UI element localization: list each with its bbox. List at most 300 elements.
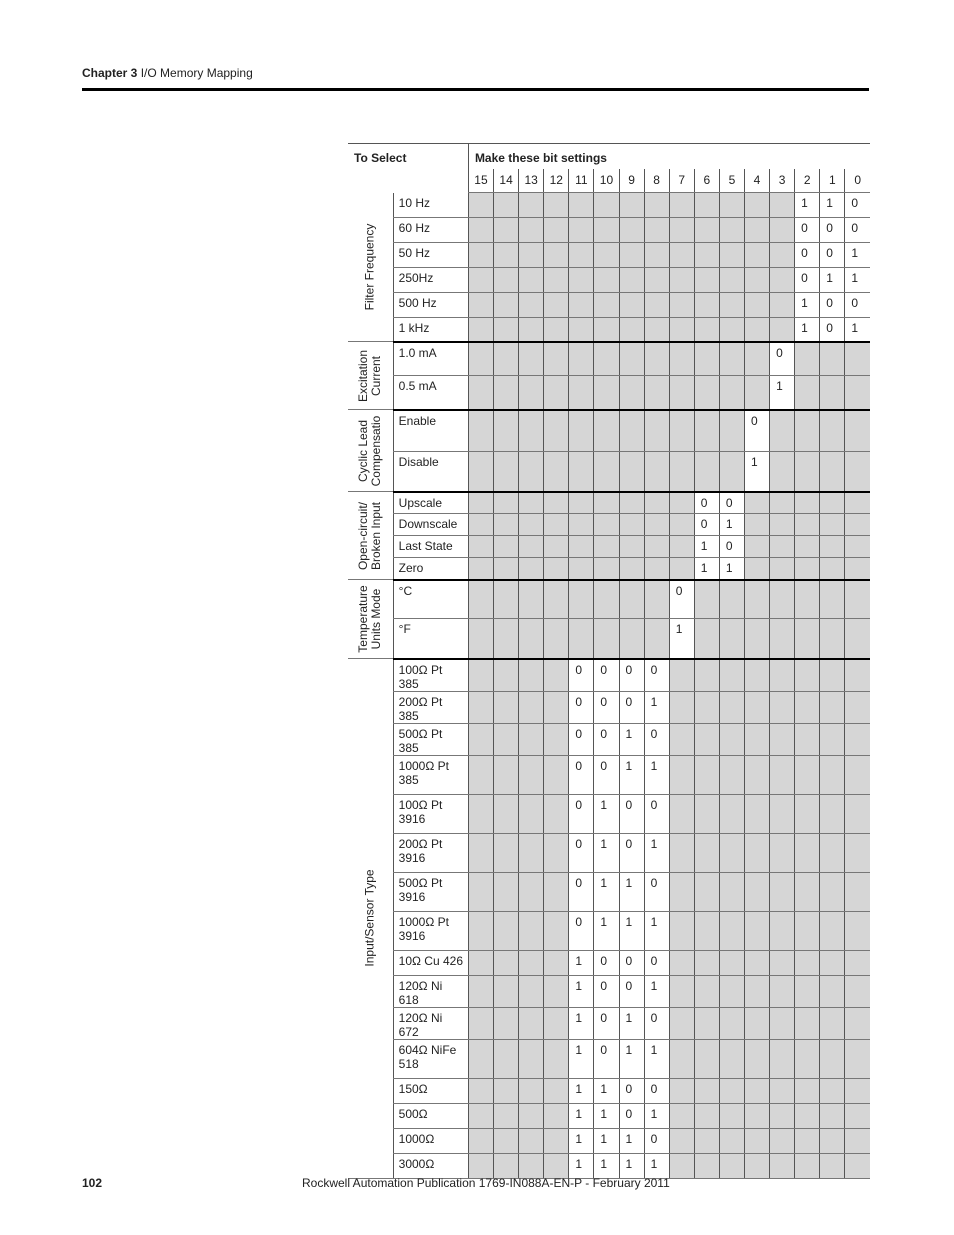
bit-13-cell xyxy=(519,755,544,794)
bit-1-cell xyxy=(820,558,845,580)
bit-4-cell xyxy=(744,950,769,975)
bit-4-cell xyxy=(744,1153,769,1178)
bit-1-cell xyxy=(820,1078,845,1103)
bit-11-cell: 0 xyxy=(569,911,594,950)
bit-1-cell: 1 xyxy=(820,193,845,218)
bit-10-cell: 0 xyxy=(594,755,619,794)
group-label xyxy=(357,585,383,652)
bit-5-cell xyxy=(719,1078,744,1103)
bit-6-cell xyxy=(694,872,719,911)
group-label-line1: Cyclic Lead xyxy=(356,419,371,482)
table-row xyxy=(348,243,870,268)
bit-0-cell xyxy=(845,1128,870,1153)
group-label-line2: Current xyxy=(369,355,384,396)
group-label-line1: Input/Sensor Type xyxy=(362,869,377,967)
bit-3-cell xyxy=(770,975,795,1007)
bit-8-cell: 1 xyxy=(644,833,669,872)
setting-label: 0.5 mA xyxy=(393,376,468,410)
setting-label: 200Ω Pt 385 xyxy=(393,691,468,723)
bit-4-cell xyxy=(744,691,769,723)
setting-label: 10 Hz xyxy=(393,193,468,218)
bit-10-cell xyxy=(594,514,619,536)
group-label-cell xyxy=(348,193,393,342)
bit-12-cell xyxy=(544,514,569,536)
bit-1-cell xyxy=(820,872,845,911)
bit-2-cell xyxy=(795,536,820,558)
bit-13-cell xyxy=(519,1039,544,1078)
bit-4-cell xyxy=(744,659,769,692)
bit-1-cell: 1 xyxy=(820,268,845,293)
bit-6-cell: 1 xyxy=(694,536,719,558)
bit-15-cell xyxy=(468,514,493,536)
bit-14-cell xyxy=(494,492,519,514)
bit-4-cell xyxy=(744,536,769,558)
bit-5-cell xyxy=(719,833,744,872)
bit-1-cell xyxy=(820,1128,845,1153)
bit-12-cell xyxy=(544,580,569,619)
bit-header-5: 5 xyxy=(719,169,744,193)
bit-3-cell xyxy=(770,619,795,659)
bit-header-9: 9 xyxy=(619,169,644,193)
to-select-header: To Select xyxy=(348,144,468,169)
bit-6-cell xyxy=(694,376,719,410)
bit-6-cell xyxy=(694,950,719,975)
bit-3-cell xyxy=(770,755,795,794)
bit-12-cell xyxy=(544,691,569,723)
bit-3-cell xyxy=(770,1103,795,1128)
bit-13-cell xyxy=(519,268,544,293)
bit-15-cell xyxy=(468,342,493,376)
bit-14-cell xyxy=(494,1128,519,1153)
bit-2-cell xyxy=(795,1078,820,1103)
bit-13-cell xyxy=(519,580,544,619)
bit-3-cell xyxy=(770,833,795,872)
setting-label: 50 Hz xyxy=(393,243,468,268)
bit-0-cell xyxy=(845,1039,870,1078)
bit-14-cell xyxy=(494,872,519,911)
bit-13-cell xyxy=(519,1153,544,1178)
bit-6-cell xyxy=(694,410,719,452)
bit-10-cell xyxy=(594,342,619,376)
bit-11-cell: 1 xyxy=(569,1153,594,1178)
bit-7-cell xyxy=(669,911,694,950)
bit-6-cell xyxy=(694,243,719,268)
setting-label: 500Ω Pt 3916 xyxy=(393,872,468,911)
setting-label: 60 Hz xyxy=(393,218,468,243)
bit-header-6: 6 xyxy=(694,169,719,193)
setting-label: Zero xyxy=(393,558,468,580)
bit-14-cell xyxy=(494,376,519,410)
bit-3-cell xyxy=(770,558,795,580)
bit-6-cell xyxy=(694,452,719,492)
bit-1-cell xyxy=(820,492,845,514)
bit-1-cell xyxy=(820,1103,845,1128)
setting-label: 120Ω Ni 618 xyxy=(393,975,468,1007)
bit-9-cell xyxy=(619,376,644,410)
bit-3-cell xyxy=(770,410,795,452)
bit-4-cell xyxy=(744,619,769,659)
bit-11-cell xyxy=(569,318,594,342)
bit-0-cell: 0 xyxy=(845,293,870,318)
bit-1-cell xyxy=(820,1007,845,1039)
bit-6-cell xyxy=(694,1153,719,1178)
bit-10-cell xyxy=(594,558,619,580)
bit-6-cell xyxy=(694,580,719,619)
bit-11-cell xyxy=(569,536,594,558)
table-row xyxy=(348,514,870,536)
bit-10-cell: 0 xyxy=(594,1039,619,1078)
table-row xyxy=(348,452,870,492)
bit-header-3: 3 xyxy=(770,169,795,193)
table-row xyxy=(348,193,870,218)
bit-header-0: 0 xyxy=(845,169,870,193)
bit-12-cell xyxy=(544,723,569,755)
bit-7-cell xyxy=(669,872,694,911)
bit-10-cell xyxy=(594,218,619,243)
bit-5-cell xyxy=(719,1007,744,1039)
group-label xyxy=(357,415,383,486)
table-row xyxy=(348,318,870,342)
bit-6-cell xyxy=(694,342,719,376)
bit-14-cell xyxy=(494,723,519,755)
bit-11-cell: 0 xyxy=(569,659,594,692)
bit-14-cell xyxy=(494,218,519,243)
bit-5-cell xyxy=(719,911,744,950)
bit-10-cell: 1 xyxy=(594,911,619,950)
bit-10-cell: 0 xyxy=(594,659,619,692)
bit-3-cell xyxy=(770,218,795,243)
table-row xyxy=(348,1128,870,1153)
bit-1-cell: 0 xyxy=(820,293,845,318)
bit-14-cell xyxy=(494,1007,519,1039)
bit-8-cell: 0 xyxy=(644,1078,669,1103)
bit-2-cell xyxy=(795,558,820,580)
setting-label: 150Ω xyxy=(393,1078,468,1103)
bit-13-cell xyxy=(519,452,544,492)
bit-4-cell xyxy=(744,872,769,911)
bit-header-4: 4 xyxy=(744,169,769,193)
bit-8-cell: 1 xyxy=(644,911,669,950)
setting-label: Downscale xyxy=(393,514,468,536)
bit-12-cell xyxy=(544,833,569,872)
bit-3-cell xyxy=(770,268,795,293)
bit-4-cell xyxy=(744,755,769,794)
bit-1-cell xyxy=(820,659,845,692)
bit-13-cell xyxy=(519,911,544,950)
bit-0-cell xyxy=(845,659,870,692)
bit-4-cell xyxy=(744,293,769,318)
bit-8-cell xyxy=(644,452,669,492)
bit-5-cell xyxy=(719,950,744,975)
bit-2-cell xyxy=(795,975,820,1007)
bit-15-cell xyxy=(468,452,493,492)
bit-13-cell xyxy=(519,691,544,723)
bit-header-1: 1 xyxy=(820,169,845,193)
bit-4-cell xyxy=(744,268,769,293)
bit-0-cell xyxy=(845,580,870,619)
bit-12-cell xyxy=(544,268,569,293)
bit-9-cell xyxy=(619,342,644,376)
bit-1-cell: 0 xyxy=(820,318,845,342)
bit-0-cell xyxy=(845,691,870,723)
bit-8-cell xyxy=(644,492,669,514)
table-row xyxy=(348,794,870,833)
bit-7-cell xyxy=(669,975,694,1007)
bit-3-cell xyxy=(770,193,795,218)
bit-0-cell xyxy=(845,1007,870,1039)
table-row xyxy=(348,268,870,293)
bit-4-cell xyxy=(744,833,769,872)
bit-14-cell xyxy=(494,514,519,536)
bit-5-cell xyxy=(719,872,744,911)
bit-12-cell xyxy=(544,1103,569,1128)
bit-2-cell xyxy=(795,580,820,619)
bit-15-cell xyxy=(468,1128,493,1153)
bit-2-cell xyxy=(795,452,820,492)
bit-header-14: 14 xyxy=(494,169,519,193)
bit-9-cell: 0 xyxy=(619,833,644,872)
bit-settings-header: Make these bit settings xyxy=(468,144,870,169)
bit-10-cell xyxy=(594,376,619,410)
bit-12-cell xyxy=(544,1039,569,1078)
setting-label: Last State xyxy=(393,536,468,558)
bit-6-cell xyxy=(694,293,719,318)
bit-12-cell xyxy=(544,452,569,492)
bit-10-cell: 1 xyxy=(594,833,619,872)
bit-4-cell xyxy=(744,376,769,410)
bit-9-cell xyxy=(619,492,644,514)
group-label-line1: Excitation xyxy=(356,349,371,402)
bit-3-cell xyxy=(770,318,795,342)
bit-0-cell xyxy=(845,723,870,755)
bit-12-cell xyxy=(544,536,569,558)
group-label xyxy=(364,870,377,967)
bit-header-8: 8 xyxy=(644,169,669,193)
bit-header-15: 15 xyxy=(468,169,493,193)
bit-2-cell xyxy=(795,833,820,872)
bit-13-cell xyxy=(519,410,544,452)
bit-12-cell xyxy=(544,193,569,218)
bit-0-cell xyxy=(845,911,870,950)
bit-12-cell xyxy=(544,342,569,376)
bit-0-cell xyxy=(845,1103,870,1128)
bit-0-cell xyxy=(845,1153,870,1178)
publication-info: Rockwell Automation Publication 1769-IN088A-EN-P - February 2011 xyxy=(302,1176,670,1190)
table-row xyxy=(348,1103,870,1128)
bit-8-cell xyxy=(644,293,669,318)
bit-4-cell xyxy=(744,342,769,376)
bit-9-cell: 0 xyxy=(619,975,644,1007)
bit-1-cell xyxy=(820,514,845,536)
bit-4-cell xyxy=(744,1078,769,1103)
setting-label: 250Hz xyxy=(393,268,468,293)
bit-3-cell xyxy=(770,1128,795,1153)
bit-3-cell xyxy=(770,1007,795,1039)
bit-5-cell xyxy=(719,318,744,342)
bit-8-cell: 1 xyxy=(644,691,669,723)
setting-label: 604Ω NiFe 518 xyxy=(393,1039,468,1078)
bit-12-cell xyxy=(544,950,569,975)
bit-6-cell xyxy=(694,1039,719,1078)
bit-8-cell: 1 xyxy=(644,975,669,1007)
bit-9-cell: 1 xyxy=(619,1128,644,1153)
bit-0-cell xyxy=(845,755,870,794)
bit-2-cell: 0 xyxy=(795,243,820,268)
bit-1-cell xyxy=(820,755,845,794)
bit-11-cell: 1 xyxy=(569,950,594,975)
bit-11-cell: 1 xyxy=(569,1007,594,1039)
bit-2-cell: 0 xyxy=(795,268,820,293)
bit-4-cell xyxy=(744,193,769,218)
bit-3-cell xyxy=(770,950,795,975)
bit-2-cell: 1 xyxy=(795,193,820,218)
bit-11-cell: 0 xyxy=(569,794,594,833)
bit-13-cell xyxy=(519,872,544,911)
bit-1-cell xyxy=(820,1153,845,1178)
bit-0-cell xyxy=(845,872,870,911)
bit-12-cell xyxy=(544,872,569,911)
bit-5-cell xyxy=(719,193,744,218)
bit-15-cell xyxy=(468,1103,493,1128)
bit-12-cell xyxy=(544,492,569,514)
bit-1-cell: 0 xyxy=(820,243,845,268)
bit-10-cell xyxy=(594,293,619,318)
bit-14-cell xyxy=(494,193,519,218)
bit-4-cell xyxy=(744,492,769,514)
setting-label: 1000Ω xyxy=(393,1128,468,1153)
bit-14-cell xyxy=(494,691,519,723)
bit-8-cell: 0 xyxy=(644,950,669,975)
bit-8-cell: 0 xyxy=(644,794,669,833)
bit-15-cell xyxy=(468,723,493,755)
bit-11-cell xyxy=(569,452,594,492)
bit-12-cell xyxy=(544,911,569,950)
bit-10-cell xyxy=(594,452,619,492)
bit-15-cell xyxy=(468,872,493,911)
bit-15-cell xyxy=(468,492,493,514)
bit-2-cell xyxy=(795,723,820,755)
bit-header-13: 13 xyxy=(519,169,544,193)
bit-1-cell xyxy=(820,911,845,950)
bit-12-cell xyxy=(544,376,569,410)
bit-8-cell: 0 xyxy=(644,659,669,692)
bit-5-cell xyxy=(719,218,744,243)
bit-3-cell xyxy=(770,243,795,268)
bit-11-cell: 1 xyxy=(569,1078,594,1103)
bit-13-cell xyxy=(519,514,544,536)
group-label xyxy=(357,349,383,401)
bit-5-cell xyxy=(719,691,744,723)
bit-6-cell xyxy=(694,619,719,659)
bit-2-cell xyxy=(795,872,820,911)
bit-1-cell xyxy=(820,833,845,872)
bit-4-cell xyxy=(744,218,769,243)
bit-6-cell xyxy=(694,975,719,1007)
group-label-cell xyxy=(348,410,393,492)
bit-1-cell xyxy=(820,452,845,492)
setting-label: 1 kHz xyxy=(393,318,468,342)
bit-header-11: 11 xyxy=(569,169,594,193)
bit-9-cell xyxy=(619,619,644,659)
bit-8-cell: 0 xyxy=(644,723,669,755)
bit-11-cell xyxy=(569,293,594,318)
bit-0-cell: 0 xyxy=(845,218,870,243)
bit-6-cell xyxy=(694,755,719,794)
bit-5-cell xyxy=(719,975,744,1007)
setting-label: °C xyxy=(393,580,468,619)
setting-label: 1.0 mA xyxy=(393,342,468,376)
bit-10-cell: 1 xyxy=(594,1153,619,1178)
bit-12-cell xyxy=(544,1078,569,1103)
bit-15-cell xyxy=(468,911,493,950)
bit-6-cell xyxy=(694,193,719,218)
bit-9-cell xyxy=(619,318,644,342)
bit-9-cell: 0 xyxy=(619,950,644,975)
bit-10-cell xyxy=(594,243,619,268)
bit-7-cell xyxy=(669,268,694,293)
bit-11-cell xyxy=(569,492,594,514)
bit-8-cell xyxy=(644,376,669,410)
table-row xyxy=(348,342,870,376)
bit-0-cell: 0 xyxy=(845,193,870,218)
bit-5-cell xyxy=(719,794,744,833)
bit-8-cell xyxy=(644,619,669,659)
bit-0-cell xyxy=(845,558,870,580)
bit-14-cell xyxy=(494,1039,519,1078)
bit-12-cell xyxy=(544,1153,569,1178)
bit-1-cell xyxy=(820,723,845,755)
table-row xyxy=(348,1153,870,1178)
bit-2-cell xyxy=(795,1007,820,1039)
bit-4-cell: 0 xyxy=(744,410,769,452)
bit-12-cell xyxy=(544,558,569,580)
bit-7-cell xyxy=(669,514,694,536)
bit-8-cell: 0 xyxy=(644,872,669,911)
bit-15-cell xyxy=(468,318,493,342)
bit-3-cell xyxy=(770,452,795,492)
setting-label: 100Ω Pt 3916 xyxy=(393,794,468,833)
bit-4-cell xyxy=(744,975,769,1007)
bit-6-cell xyxy=(694,911,719,950)
bit-5-cell xyxy=(719,1039,744,1078)
bit-9-cell xyxy=(619,218,644,243)
bit-5-cell xyxy=(719,1128,744,1153)
bit-11-cell: 1 xyxy=(569,1039,594,1078)
setting-label: 500Ω xyxy=(393,1103,468,1128)
setting-label: 120Ω Ni 672 xyxy=(393,1007,468,1039)
bit-14-cell xyxy=(494,659,519,692)
bit-11-cell: 0 xyxy=(569,723,594,755)
bit-12-cell xyxy=(544,243,569,268)
setting-label: 10Ω Cu 426 xyxy=(393,950,468,975)
bit-14-cell xyxy=(494,536,519,558)
bit-6-cell: 0 xyxy=(694,514,719,536)
table-row xyxy=(348,833,870,872)
bit-4-cell xyxy=(744,1007,769,1039)
bit-7-cell xyxy=(669,452,694,492)
bit-13-cell xyxy=(519,376,544,410)
bit-13-cell xyxy=(519,1007,544,1039)
bit-0-cell xyxy=(845,536,870,558)
bit-15-cell xyxy=(468,1007,493,1039)
bit-2-cell xyxy=(795,619,820,659)
bit-15-cell xyxy=(468,580,493,619)
bit-0-cell xyxy=(845,794,870,833)
bit-10-cell: 1 xyxy=(594,1078,619,1103)
bit-7-cell xyxy=(669,950,694,975)
bit-14-cell xyxy=(494,794,519,833)
bit-12-cell xyxy=(544,975,569,1007)
